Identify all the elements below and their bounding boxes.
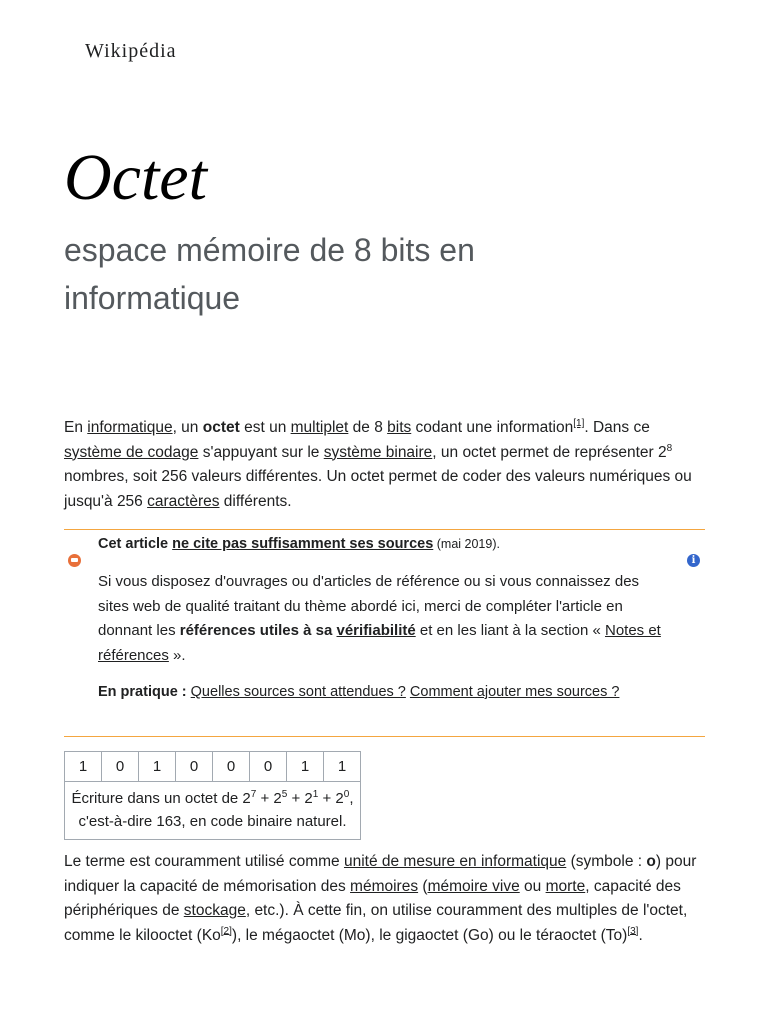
text: En (64, 419, 88, 436)
envelope-warning-icon (68, 554, 81, 567)
table-caption (65, 782, 361, 840)
text: ), le mégaoctet (Mo), le gigaoctet (Go) ou le téraoctet (To) (231, 926, 628, 944)
link-systeme-binaire[interactable]: système binaire (323, 443, 433, 461)
link-quelles-sources[interactable]: Quelles sources sont attendues ? (190, 684, 406, 700)
text: Cet article (98, 536, 173, 552)
text: + 2 (287, 790, 313, 807)
text: Le terme est couramment utilisé comme (64, 853, 344, 870)
exponent: 7 (250, 789, 257, 800)
link-comment-ajouter-sources[interactable]: Comment ajouter mes sources ? (409, 684, 620, 700)
bit-cell: 0 (102, 752, 139, 782)
text: c'est-à-dire 163, en code binaire naturel. (78, 813, 347, 830)
text: références utiles à sa (179, 622, 337, 639)
bold-octet: octet (202, 419, 240, 436)
text: . (638, 926, 643, 944)
text: , etc.). À cette fin, on utilise couramment des multiples de l'octet, comme le kilooctet (Ko (64, 902, 688, 944)
text: (symbole : (566, 853, 647, 870)
text: ) pour indiquer la capacité de mémorisation des (64, 853, 697, 895)
text: , un octet permet de représenter 2 (432, 443, 667, 461)
exponent: 5 (281, 789, 288, 800)
reference-3[interactable]: [3] (627, 925, 639, 937)
link-verifiabilite[interactable]: vérifiabilité (336, 622, 416, 639)
bit-cell: 1 (139, 752, 176, 782)
text: Écriture dans un octet de 2 (71, 790, 251, 807)
link-caracteres[interactable]: caractères (147, 492, 220, 510)
notice-practice (98, 682, 688, 702)
bit-cell: 1 (324, 752, 361, 782)
link-notes-et-references[interactable]: Notes et références (98, 622, 661, 664)
text: ». (168, 646, 186, 664)
bit-cell: 0 (213, 752, 250, 782)
bold-symbol-o: o (646, 853, 656, 870)
text: , un (172, 419, 203, 436)
exponent: 8 (666, 442, 673, 454)
bit-cell: 1 (65, 752, 102, 782)
link-memoire-vive[interactable]: mémoire vive (427, 877, 520, 895)
practice-label: En pratique : (98, 684, 191, 700)
notice-heading (98, 534, 688, 554)
text: ou (519, 877, 546, 895)
link-systeme-de-codage[interactable]: système de codage (64, 443, 199, 461)
text: . Dans ce (584, 419, 650, 436)
caption-row (65, 782, 361, 840)
text: nombres, soit 256 valeurs différentes. Un octet permet de coder des valeurs numériques ou jusqu'à 256 (64, 468, 692, 510)
text: différents. (219, 492, 292, 510)
link-memoires[interactable]: mémoires (350, 877, 419, 895)
text: codant une information (411, 419, 574, 436)
info-icon[interactable]: i (687, 554, 700, 567)
link-ne-cite-pas-sources[interactable]: ne cite pas suffisamment ses sources (172, 536, 434, 552)
text: et en les liant à la section « (415, 622, 605, 639)
link-informatique[interactable]: informatique (87, 419, 173, 436)
text: Si vous disposez d'ouvrages ou d'articles de référence ou si vous connaissez des sites web de qualité traitant du thème abordé ici, merci de compléter l'article en donnant les (98, 573, 640, 639)
bit-cell: 1 (287, 752, 324, 782)
link-stockage[interactable]: stockage (183, 902, 246, 919)
reference-2[interactable]: [2] (220, 925, 232, 937)
text: est un (239, 419, 291, 436)
bit-cell: 0 (250, 752, 287, 782)
bit-cell: 0 (176, 752, 213, 782)
notice-date: (mai 2019). (433, 537, 500, 551)
link-bits[interactable]: bits (387, 419, 412, 436)
intro-paragraph (64, 416, 704, 514)
notice-body (98, 570, 668, 668)
text: + 2 (256, 790, 282, 807)
text: , capacité des périphériques de (64, 877, 681, 919)
bits-row (65, 752, 361, 782)
link-unite-de-mesure[interactable]: unité de mesure en informatique (343, 853, 567, 870)
wikipedia-logo[interactable]: Wikipédia (85, 40, 177, 62)
page-title: Octet (64, 141, 207, 214)
text: ( (418, 877, 428, 895)
reference-1[interactable]: [1] (573, 417, 585, 429)
body-paragraph (64, 850, 714, 948)
text: de 8 (348, 419, 388, 436)
text: , (349, 790, 354, 807)
page-subtitle: espace mémoire de 8 bits en informatique (64, 232, 475, 316)
sources-notice-box (64, 529, 705, 737)
link-multiplet[interactable]: multiplet (290, 419, 349, 436)
text: + 2 (318, 790, 344, 807)
bits-table (64, 751, 361, 840)
text: s'appuyant sur le (198, 443, 324, 461)
link-morte[interactable]: morte (545, 877, 586, 895)
exponent: 0 (343, 789, 350, 800)
exponent: 1 (312, 789, 319, 800)
